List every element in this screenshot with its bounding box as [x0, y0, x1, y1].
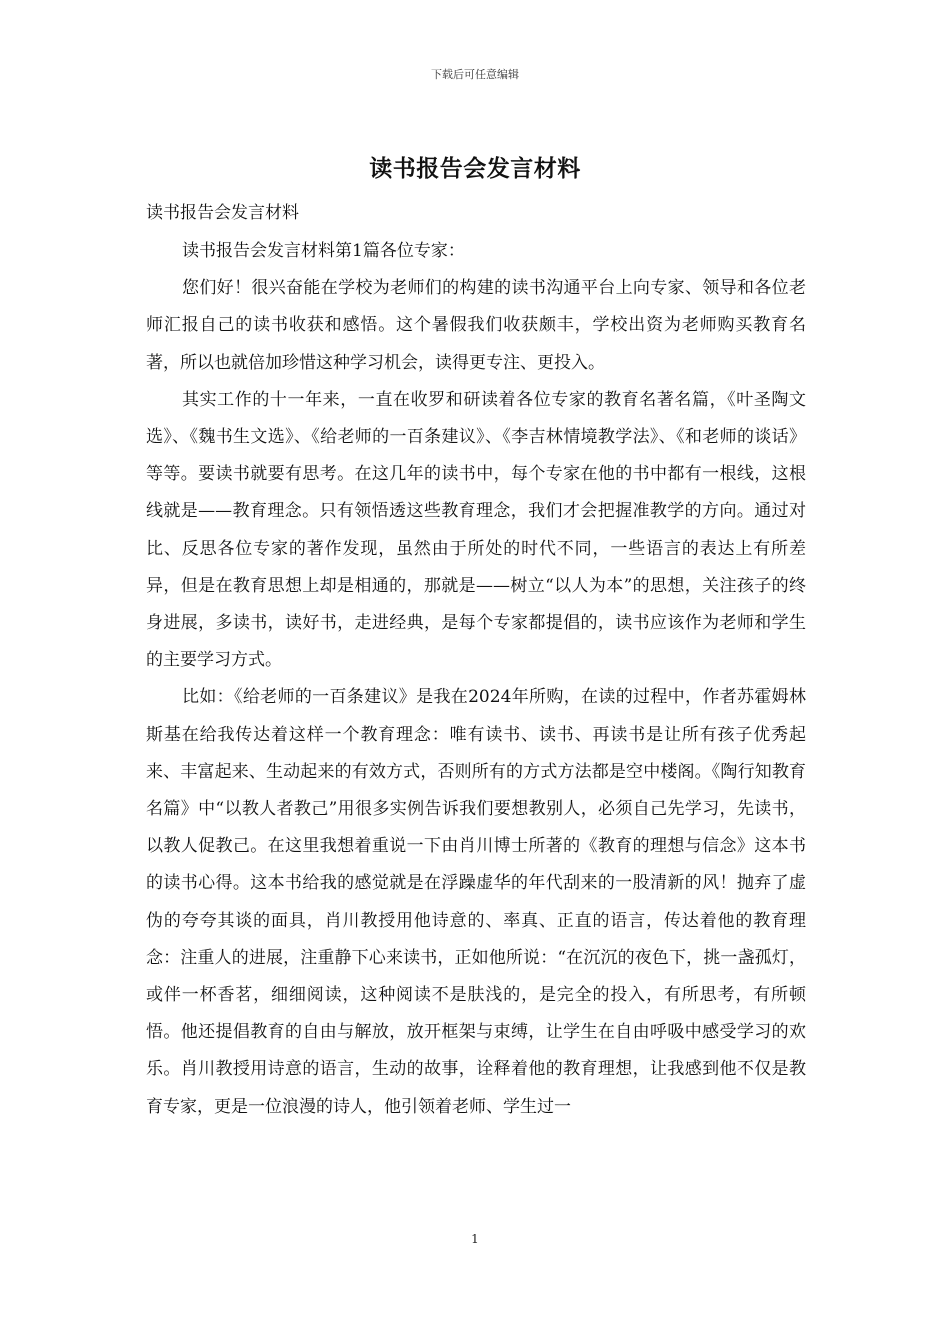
- paragraph: 比如：《给老师的一百条建议》是我在2024年所购，在读的过程中，作者苏霍姆林斯基在给我传达着这样一个教育理念：唯有读书、读书、再读书是让所有孩子优秀起来、丰富起来、生动起来的有效方式，否则所有的方式方法都是空中楼阁。《陶行知教育名篇》中“以教人者教己”用很多实例告诉我们要想教别人，必须自己先学习，先读书，以教人促教己。在这里我想着重说一下由肖川博士所著的《教育的理想与信念》这本书的读书心得。这本书给我的感觉就是在浮躁虚华的年代刮来的一股清新的风！抛弃了虚伪的夸夸其谈的面具，肖川教授用他诗意的、率真、正直的语言，传达着他的教育理念：注重人的进展，注重静下心来读书，正如他所说：“在沉沉的夜色下，挑一盏孤灯，或伴一杯香茗，细细阅读，这种阅读不是肤浅的，是完全的投入，有所思考，有所顿悟。他还提倡教育的自由与解放，放开框架与束缚，让学生在自由呼吸中感受学习的欢乐。肖川教授用诗意的语言，生动的故事，诠释着他的教育理想，让我感到他不仅是教育专家，更是一位浪漫的诗人，他引领着老师、学生过一: [146, 687, 806, 1117]
- document-subtitle: 读书报告会发言材料: [146, 203, 299, 223]
- document-title: 读书报告会发言材料: [369, 155, 581, 182]
- page-header: 下载后可任意编辑: [431, 68, 519, 81]
- page-number: 1: [471, 1232, 479, 1246]
- paragraph: 其实工作的十一年来，一直在收罗和研读着各位专家的教育名著名篇，《叶圣陶文选》、《魏书生文选》、《给老师的一百条建议》、《李吉林情境教学法》、《和老师的谈话》等等。要读书就要有思考。在这几年的读书中，每个专家在他的书中都有一根线，这根线就是——教育理念。只有领悟透这些教育理念，我们才会把握准教学的方向。通过对比、反思各位专家的著作发现，虽然由于所处的时代不同，一些语言的表达上有所差异，但是在教育思想上却是相通的，那就是——树立“以人为本”的思想，关注孩子的终身进展，多读书，读好书，走进经典，是每个专家都提倡的，读书应该作为老师和学生的主要学习方式。: [146, 389, 806, 671]
- document-body: [146, 233, 806, 1126]
- paragraph: 您们好！很兴奋能在学校为老师们的构建的读书沟通平台上向专家、领导和各位老师汇报自己的读书收获和感悟。这个暑假我们收获颇丰，学校出资为老师购买教育名著，所以也就倍加珍惜这种学习机会，读得更专注、更投入。: [146, 278, 806, 373]
- paragraph: 读书报告会发言材料第1篇各位专家：: [182, 241, 465, 261]
